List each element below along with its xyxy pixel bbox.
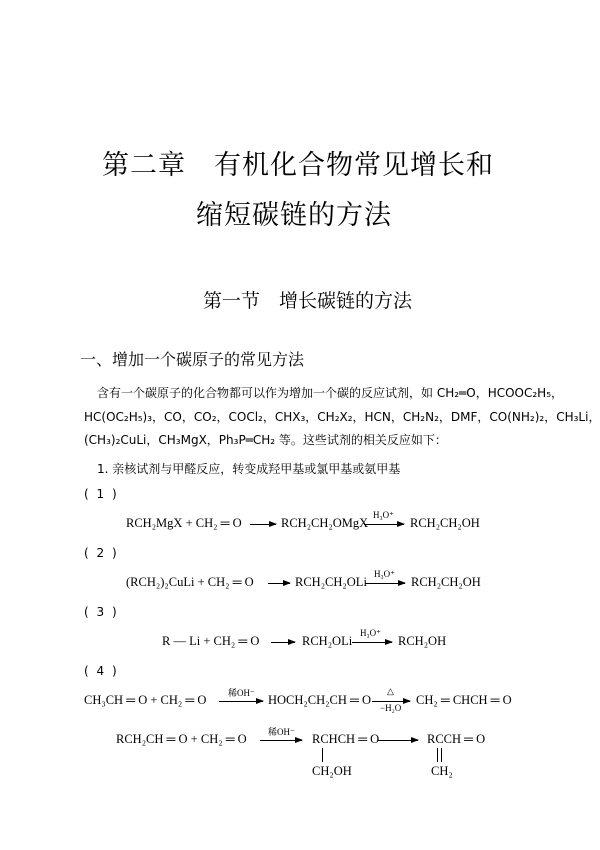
intro-line-3: (CH₃)₂CuLi，CH₃MgX，Ph₃P═CH₂ 等。这些试剂的相关反应如下：: [84, 433, 447, 447]
reaction-arrow: [260, 740, 302, 741]
reagent-label: H₃O⁺: [373, 510, 394, 520]
product: RCH₂CH₂OH: [410, 516, 480, 530]
intermediate: RCH₂CH₂OLi: [295, 575, 367, 589]
reactant: CH₃CH ═ O + CH₂ ═ O: [84, 693, 207, 707]
chapter-title-line-1: 第二章 有机化合物常见增长和: [102, 150, 494, 181]
product: CH₂ ═ CHCH ═ O: [416, 693, 512, 707]
reaction-arrow: [271, 642, 295, 643]
intermediate: RCH₂CH₂OMgX: [281, 516, 369, 530]
reaction-label: ( 1 ): [84, 487, 119, 501]
reagent-label: △: [387, 686, 394, 696]
reagent-label: −H₂O: [380, 703, 402, 713]
reactant: RCH₂CH ═ O + CH₂ ═ O: [116, 732, 247, 746]
reactant: RCH₂MgX + CH₂ ═ O: [126, 516, 242, 530]
intro-line-2: HC(OC₂H₅)₃，CO，CO₂，COCl₂，CHX₃，CH₂X₂，HCN，CH₂N₂，DMF，CO(NH₂)₂，CH₃Li，: [84, 410, 600, 424]
reaction-arrow: [372, 701, 410, 702]
reaction-label: ( 3 ): [84, 605, 119, 619]
double-bond-line-a: [437, 748, 438, 762]
heading-1: 一、增加一个碳原子的常见方法: [80, 350, 305, 369]
chapter-title-line-2: 缩短碳链的方法: [196, 200, 392, 231]
reaction-arrow: [365, 583, 405, 584]
reaction-arrow: [268, 583, 290, 584]
subheading-1: 1. 亲核试剂与甲醛反应，转变成羟甲基或氯甲基或氨甲基: [97, 462, 401, 476]
intermediate-branch: CH₂OH: [312, 764, 352, 778]
reaction-arrow: [364, 524, 404, 525]
intermediate: RCH₂OLi: [302, 634, 353, 648]
product: RCH₂CH₂OH: [411, 575, 481, 589]
intermediate: HOCH₂CH₂CH ═ O: [268, 693, 371, 707]
intermediate: RCHCH ═ O: [312, 732, 380, 746]
reagent-label: H₃O⁺: [374, 569, 395, 579]
section-title: 第一节 增长碳链的方法: [203, 290, 413, 312]
reagent-label: 稀OH⁻: [228, 688, 255, 698]
reactant: (RCH₂)₂CuLi + CH₂ ═ O: [126, 575, 254, 589]
reaction-arrow: [250, 524, 276, 525]
product: RCH₂OH: [398, 634, 447, 648]
single-bond-line: [322, 748, 323, 762]
reagent-label: H₃O⁺: [360, 628, 381, 638]
reaction-arrow: [219, 701, 263, 702]
product: RCCH ═ O: [427, 732, 486, 746]
reactant: R — Li + CH₂ ═ O: [162, 634, 260, 648]
reaction-label: ( 4 ): [84, 664, 119, 678]
product-branch: CH₂: [431, 764, 453, 778]
reaction-arrow: [352, 642, 392, 643]
reaction-label: ( 2 ): [84, 546, 119, 560]
double-bond-line-b: [441, 748, 442, 762]
intro-line-1: 含有一个碳原子的化合物都可以作为增加一个碳的反应试剂，如 CH₂═O，HCOOC₂H₅，: [97, 386, 564, 400]
reaction-arrow: [378, 740, 418, 741]
reagent-label: 稀OH⁻: [268, 727, 295, 737]
